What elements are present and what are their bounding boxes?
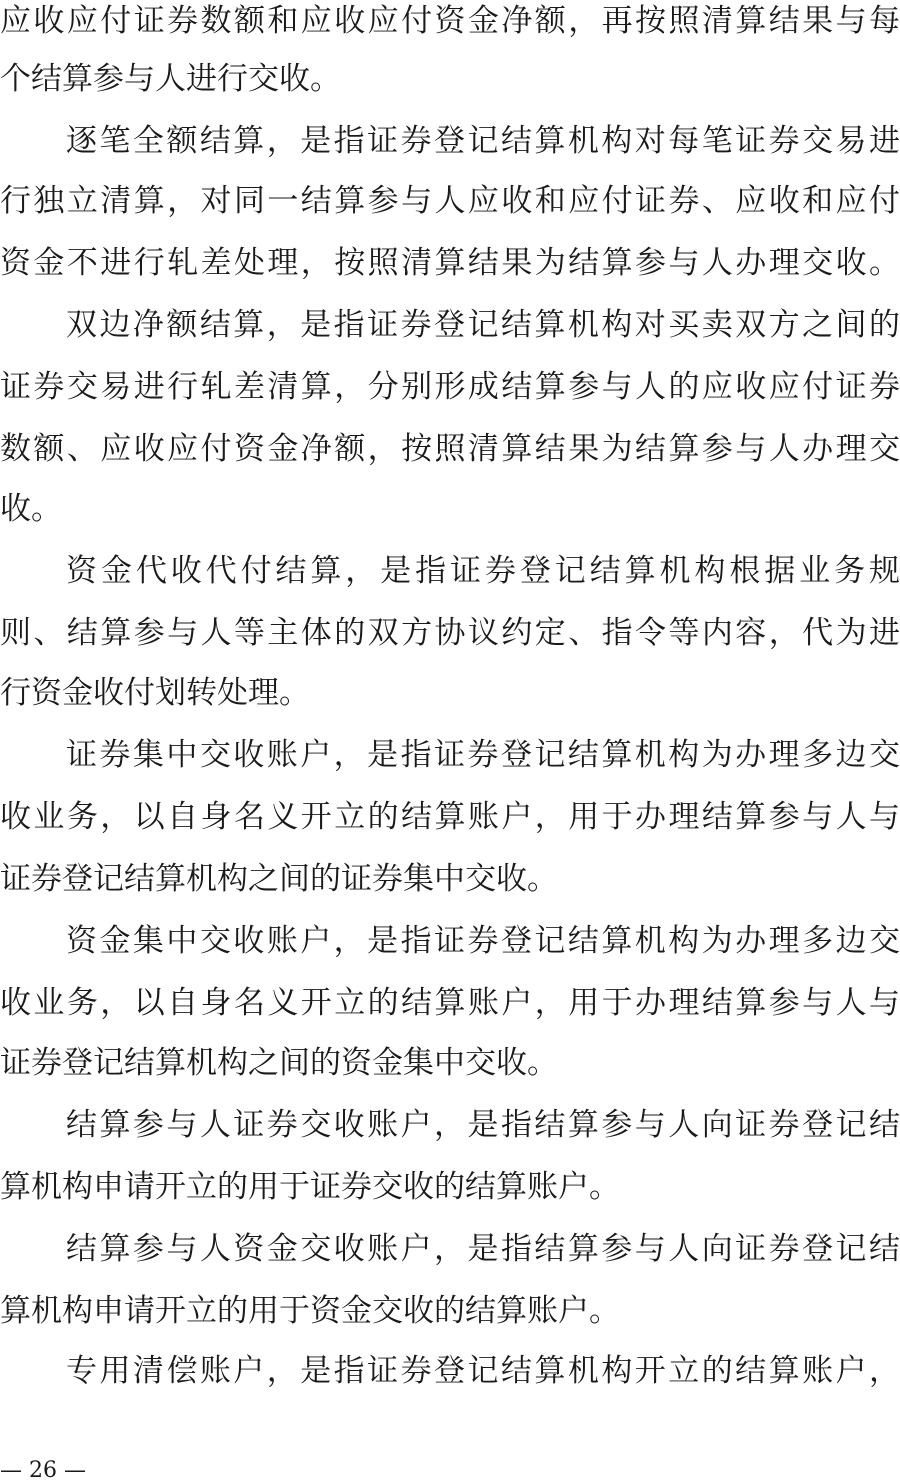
page-number: — 26 — xyxy=(0,1458,86,1483)
text-line-2: 个结算参与人进行交收。 xyxy=(0,61,341,97)
text-line-11: 则、结算参与人等主体的双方协议约定、指令等内容，代为进 xyxy=(0,615,900,651)
text-line-22: 算机构申请开立的用于资金交收的结算账户。 xyxy=(0,1293,620,1329)
text-line-18: 证券登记结算机构之间的资金集中交收。 xyxy=(0,1045,558,1081)
text-line-10: 资金代收代付结算，是指证券登记结算机构根据业务规 xyxy=(66,553,900,589)
text-line-12: 行资金收付划转处理。 xyxy=(0,675,310,711)
text-line-7: 证券交易进行轧差清算，分别形成结算参与人的应收应付证券 xyxy=(0,369,900,405)
text-line-5: 资金不进行轧差处理，按照清算结果为结算参与人办理交收。 xyxy=(0,245,900,281)
text-line-3: 逐笔全额结算，是指证券登记结算机构对每笔证券交易进 xyxy=(66,123,900,159)
text-line-6: 双边净额结算，是指证券登记结算机构对买卖双方之间的 xyxy=(66,307,900,343)
text-line-21: 结算参与人资金交收账户，是指结算参与人向证券登记结 xyxy=(66,1231,900,1267)
text-line-17: 收业务，以自身名义开立的结算账户，用于办理结算参与人与 xyxy=(0,985,900,1021)
text-line-16: 资金集中交收账户，是指证券登记结算机构为办理多边交 xyxy=(66,923,900,959)
text-line-8: 数额、应收应付资金净额，按照清算结果为结算参与人办理交 xyxy=(0,431,900,467)
text-line-1: 应收应付证券数额和应收应付资金净额，再按照清算结果与每 xyxy=(0,3,900,39)
text-line-14: 收业务，以自身名义开立的结算账户，用于办理结算参与人与 xyxy=(0,799,900,835)
text-line-15: 证券登记结算机构之间的证券集中交收。 xyxy=(0,861,558,897)
text-line-4: 行独立清算，对同一结算参与人应收和应付证券、应收和应付 xyxy=(0,183,900,219)
text-line-23: 专用清偿账户，是指证券登记结算机构开立的结算账户， xyxy=(66,1353,900,1389)
text-line-20: 算机构申请开立的用于证券交收的结算账户。 xyxy=(0,1169,620,1205)
text-line-19: 结算参与人证券交收账户，是指结算参与人向证券登记结 xyxy=(66,1107,900,1143)
text-line-13: 证券集中交收账户，是指证券登记结算机构为办理多边交 xyxy=(66,737,900,773)
text-line-9: 收。 xyxy=(0,491,62,527)
